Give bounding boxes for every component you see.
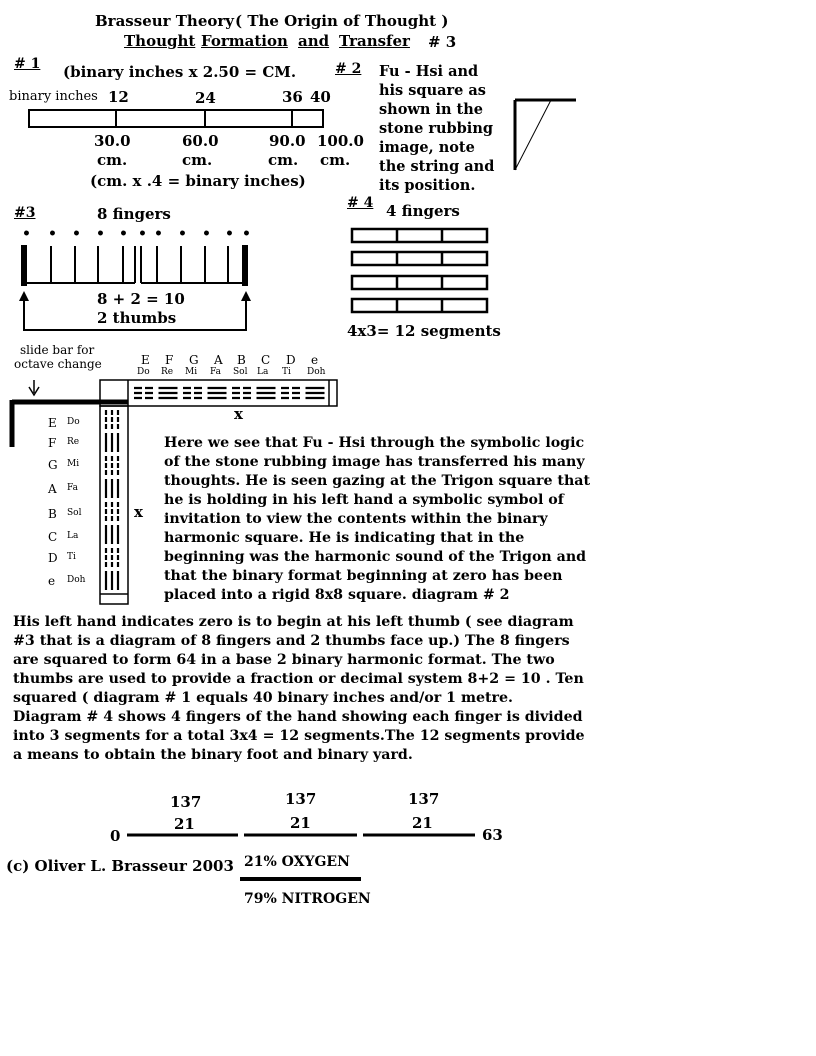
- side-note-letter: e: [48, 574, 56, 588]
- fraction-1-denominator: 21: [174, 815, 195, 833]
- paragraph-1-line: Here we see that Fu - Hsi through the symbolic logic: [164, 435, 585, 451]
- finger-dot: •: [225, 226, 234, 242]
- top-note-solfege: Mi: [185, 367, 198, 377]
- oxygen-label: 21% OXYGEN: [244, 854, 350, 870]
- top-note-solfege: Sol: [233, 367, 248, 377]
- slide-bar-label-2: octave change: [14, 357, 102, 371]
- diagram2-line: its position.: [379, 177, 476, 194]
- diagram4-fingers: 4 fingers: [386, 202, 460, 220]
- side-note-letter: E: [48, 416, 57, 430]
- top-note-letter: e: [311, 353, 319, 367]
- fraction-start: 0: [110, 827, 121, 845]
- top-note-solfege: Ti: [282, 367, 291, 377]
- paragraph-2-line: #3 that is a diagram of 8 fingers and 2 thumbs face up.) The 8 fingers: [13, 633, 570, 649]
- side-note-solfege: Do: [67, 417, 80, 427]
- conversion-formula: (cm. x .4 = binary inches): [90, 172, 306, 190]
- top-note-solfege: Fa: [210, 367, 221, 377]
- top-note-letter: F: [165, 353, 174, 367]
- document-subtitle: ( The Origin of Thought ): [235, 12, 449, 30]
- copyright: (c) Oliver L. Brasseur 2003: [6, 857, 234, 875]
- side-note-letter: D: [48, 551, 58, 565]
- finger-dot: •: [48, 226, 57, 242]
- finger-dot: •: [154, 226, 163, 242]
- paragraph-2-line: into 3 segments for a total 3x4 = 12 segments.The 12 segments provide: [13, 728, 585, 744]
- finger-dot: •: [119, 226, 128, 242]
- nitrogen-label: 79% NITROGEN: [244, 891, 371, 907]
- cm-unit-3: cm.: [268, 151, 299, 169]
- paragraph-2-line: a means to obtain the binary foot and binary yard.: [13, 747, 413, 763]
- side-note-solfege: Mi: [67, 459, 80, 469]
- side-note-solfege: Fa: [67, 483, 78, 493]
- top-note-solfege: Do: [137, 367, 150, 377]
- octave-frame: [12, 380, 337, 604]
- fraction-end: 63: [482, 826, 503, 844]
- cm-value-90: 90.0: [269, 132, 306, 150]
- diagram2-line: Fu - Hsi and: [379, 63, 479, 80]
- diagram2-label: # 2: [335, 61, 362, 77]
- top-note-letter: G: [189, 353, 199, 367]
- finger-dot: •: [72, 226, 81, 242]
- cm-value-100: 100.0: [317, 132, 364, 150]
- trigon-square-icon: [515, 100, 576, 170]
- top-note-letter: D: [286, 353, 296, 367]
- diagram1-label: # 1: [14, 56, 41, 72]
- paragraph-1-line: thoughts. He is seen gazing at the Trigon square that: [164, 473, 591, 489]
- binary-inches-label: binary inches: [9, 89, 98, 104]
- heading-word-4: Transfer: [339, 32, 410, 50]
- cm-unit-1: cm.: [97, 151, 128, 169]
- top-note-solfege: Doh: [307, 367, 326, 377]
- side-note-letter: B: [48, 507, 57, 521]
- paragraph-1-line: he is holding in his left hand a symbolic symbol of: [164, 492, 564, 508]
- diagram3-equation: 8 + 2 = 10: [97, 290, 185, 308]
- finger-dot: •: [178, 226, 187, 242]
- side-octave-bars: [106, 410, 118, 590]
- finger-dot: •: [96, 226, 105, 242]
- paragraph-2-line: thumbs are used to provide a fraction or decimal system 8+2 = 10 . Ten: [13, 671, 584, 687]
- diagram4-label: # 4: [347, 195, 374, 211]
- cm-unit-2: cm.: [182, 151, 213, 169]
- x-label-side: x: [134, 503, 143, 521]
- x-label-top: x: [234, 405, 243, 423]
- side-note-solfege: Ti: [67, 552, 76, 562]
- diagram3-thumbs: 2 thumbs: [97, 309, 177, 327]
- top-note-letter: A: [214, 353, 223, 367]
- diagram2-line: his square as: [379, 82, 486, 99]
- diagram3-fingers: 8 fingers: [97, 205, 171, 223]
- paragraph-1-line: placed into a rigid 8x8 square. diagram # 2: [164, 587, 510, 603]
- finger-dot: •: [138, 226, 147, 242]
- heading-word-1: Thought: [124, 32, 196, 50]
- side-note-letter: A: [48, 482, 57, 496]
- top-note-solfege: Re: [161, 367, 174, 377]
- finger-dot: •: [242, 226, 251, 242]
- binary-mark-36: 36: [282, 88, 303, 106]
- cm-value-60: 60.0: [182, 132, 219, 150]
- top-octave-bars: [134, 388, 325, 398]
- side-note-solfege: Sol: [67, 508, 82, 518]
- diagram2-line: shown in the: [379, 101, 484, 118]
- heading-word-2: Formation: [201, 32, 288, 50]
- left-arrow-head: [19, 291, 29, 301]
- side-note-letter: C: [48, 530, 58, 544]
- diagram1-formula: (binary inches x 2.50 = CM.: [63, 63, 297, 81]
- top-note-letter: C: [261, 353, 271, 367]
- paragraph-2-line: Diagram # 4 shows 4 fingers of the hand showing each finger is divided: [13, 709, 583, 725]
- paragraph-2-line: His left hand indicates zero is to begin at his left thumb ( see diagram: [13, 614, 574, 630]
- binary-ruler: [29, 110, 323, 127]
- fraction-2-numerator: 137: [285, 790, 317, 808]
- side-note-solfege: La: [67, 531, 79, 541]
- finger-segments: [352, 229, 487, 312]
- fraction-2-denominator: 21: [290, 814, 311, 832]
- finger-dot: •: [22, 226, 31, 242]
- diagram2-line: image, note: [379, 139, 475, 156]
- page-number: # 3: [428, 33, 457, 51]
- paragraph-2-line: squared ( diagram # 1 equals 40 binary inches and/or 1 metre.: [13, 690, 513, 706]
- side-note-solfege: Re: [67, 437, 80, 447]
- cm-unit-4: cm.: [320, 151, 351, 169]
- binary-mark-12: 12: [108, 88, 129, 106]
- fraction-3-numerator: 137: [408, 790, 440, 808]
- slide-bar-label-1: slide bar for: [20, 343, 95, 357]
- paragraph-1-line: harmonic square. He is indicating that in the: [164, 530, 525, 546]
- diagram2-line: stone rubbing: [379, 120, 493, 137]
- binary-mark-40: 40: [310, 88, 331, 106]
- document-title: Brasseur Theory: [95, 12, 234, 30]
- paragraph-1-line: that the binary format beginning at zero has been: [164, 568, 563, 584]
- fraction-3-denominator: 21: [412, 814, 433, 832]
- side-note-letter: F: [48, 436, 57, 450]
- hands-diagram: [22, 245, 247, 330]
- finger-dot: •: [202, 226, 211, 242]
- diagram3-label: #3: [14, 205, 36, 221]
- binary-mark-24: 24: [195, 89, 216, 107]
- cm-value-30: 30.0: [94, 132, 131, 150]
- top-note-letter: B: [237, 353, 246, 367]
- top-note-solfege: La: [257, 367, 269, 377]
- top-note-letter: E: [141, 353, 150, 367]
- side-note-letter: G: [48, 458, 58, 472]
- paragraph-1-line: beginning was the harmonic sound of the Trigon and: [164, 549, 587, 565]
- paragraph-2-line: are squared to form 64 in a base 2 binary harmonic format. The two: [13, 652, 555, 668]
- diagram2-line: the string and: [379, 158, 495, 175]
- fraction-1-numerator: 137: [170, 793, 202, 811]
- right-arrow-head: [241, 291, 251, 301]
- heading-word-3: and: [298, 32, 330, 50]
- paragraph-1-line: invitation to view the contents within the binary: [164, 511, 548, 527]
- paragraph-1-line: of the stone rubbing image has transferred his many: [164, 454, 585, 470]
- diagram4-equation: 4x3= 12 segments: [347, 322, 501, 340]
- side-note-solfege: Doh: [67, 575, 86, 585]
